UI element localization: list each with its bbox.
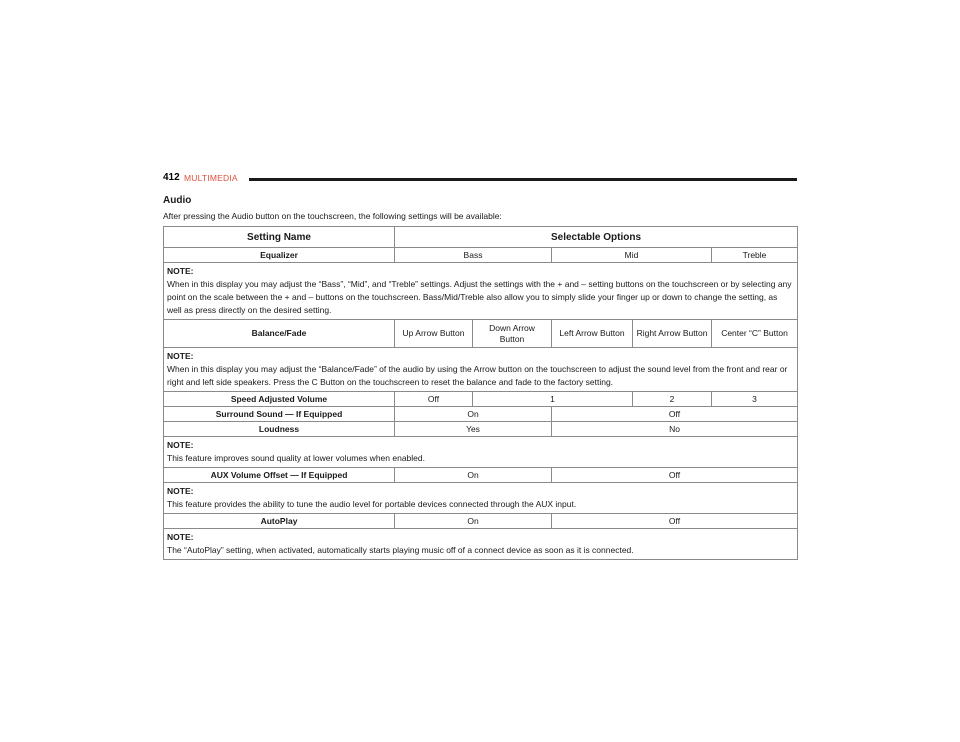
note-balance bbox=[164, 348, 798, 392]
option-off: Off bbox=[552, 514, 798, 529]
section-title: MULTIMEDIA bbox=[184, 173, 238, 183]
option-center-c: Center “C” Button bbox=[712, 320, 798, 348]
setting-name-speed-volume: Speed Adjusted Volume bbox=[164, 392, 395, 407]
header-rule bbox=[249, 178, 797, 181]
option-no: No bbox=[552, 422, 798, 437]
option-2: 2 bbox=[633, 392, 712, 407]
option-off: Off bbox=[552, 468, 798, 483]
note-text-loudness: This feature improves sound quality at lower volumes when enabled. bbox=[167, 453, 425, 463]
option-on: On bbox=[395, 514, 552, 529]
setting-name-balance: Balance/Fade bbox=[164, 320, 395, 348]
table-row-autoplay bbox=[164, 514, 798, 529]
table-row-speed-volume bbox=[164, 392, 798, 407]
note-label: NOTE: bbox=[167, 266, 194, 276]
table-row-aux bbox=[164, 468, 798, 483]
table-row-surround bbox=[164, 407, 798, 422]
option-treble: Treble bbox=[712, 248, 798, 263]
table-row-loudness bbox=[164, 422, 798, 437]
note-label: NOTE: bbox=[167, 351, 194, 361]
option-mid: Mid bbox=[552, 248, 712, 263]
table-row-autoplay-note bbox=[164, 529, 798, 560]
table-row-balance bbox=[164, 320, 798, 348]
table-header-row bbox=[164, 227, 798, 248]
option-on: On bbox=[395, 468, 552, 483]
note-text-autoplay: The “AutoPlay” setting, when activated, automatically starts playing music off of a connect device as soon as it is connected. bbox=[167, 545, 634, 555]
note-text-aux: This feature provides the ability to tune the audio level for portable devices connected through the AUX input. bbox=[167, 499, 577, 509]
intro-text: After pressing the Audio button on the touchscreen, the following settings will be available: bbox=[163, 211, 502, 221]
column-header-setting-name: Setting Name bbox=[164, 227, 395, 248]
option-right-arrow: Right Arrow Button bbox=[633, 320, 712, 348]
note-label: NOTE: bbox=[167, 532, 194, 542]
setting-name-autoplay: AutoPlay bbox=[164, 514, 395, 529]
page-header bbox=[163, 172, 797, 186]
note-label: NOTE: bbox=[167, 486, 194, 496]
audio-settings-table bbox=[163, 226, 798, 560]
setting-name-surround: Surround Sound — If Equipped bbox=[164, 407, 395, 422]
option-3: 3 bbox=[712, 392, 798, 407]
setting-name-equalizer: Equalizer bbox=[164, 248, 395, 263]
section-heading: Audio bbox=[163, 195, 192, 206]
option-down-arrow: Down Arrow Button bbox=[473, 320, 552, 348]
table-row-aux-note bbox=[164, 483, 798, 514]
column-header-selectable-options: Selectable Options bbox=[395, 227, 798, 248]
table-row-equalizer-note bbox=[164, 263, 798, 320]
option-left-arrow: Left Arrow Button bbox=[552, 320, 633, 348]
option-1: 1 bbox=[473, 392, 633, 407]
note-text-equalizer: When in this display you may adjust the “Bass”, “Mid”, and “Treble” settings. Adjust the settings with the + and – setting buttons on the touchscreen or by selecting any point on the scale between the + and – buttons on the touchscreen. Bass/Mid/Treble also allow you to simply slide your finger up or down to change the setting, as well as press directly on the desired setting. bbox=[167, 279, 792, 315]
setting-name-aux: AUX Volume Offset — If Equipped bbox=[164, 468, 395, 483]
option-up-arrow: Up Arrow Button bbox=[395, 320, 473, 348]
table-row-balance-note bbox=[164, 348, 798, 392]
option-yes: Yes bbox=[395, 422, 552, 437]
table-row-equalizer bbox=[164, 248, 798, 263]
setting-name-loudness: Loudness bbox=[164, 422, 395, 437]
option-on: On bbox=[395, 407, 552, 422]
note-equalizer bbox=[164, 263, 798, 320]
table-row-loudness-note bbox=[164, 437, 798, 468]
note-autoplay bbox=[164, 529, 798, 560]
option-bass: Bass bbox=[395, 248, 552, 263]
note-label: NOTE: bbox=[167, 440, 194, 450]
page-number: 412 bbox=[163, 172, 180, 183]
note-aux bbox=[164, 483, 798, 514]
option-off: Off bbox=[395, 392, 473, 407]
note-loudness bbox=[164, 437, 798, 468]
option-off: Off bbox=[552, 407, 798, 422]
note-text-balance: When in this display you may adjust the “Balance/Fade” of the audio by using the Arrow button on the touchscreen to adjust the sound level from the front and rear or right and left side speakers. Press the C Button on the touchscreen to reset the balance and fade to the factory setting. bbox=[167, 364, 788, 387]
